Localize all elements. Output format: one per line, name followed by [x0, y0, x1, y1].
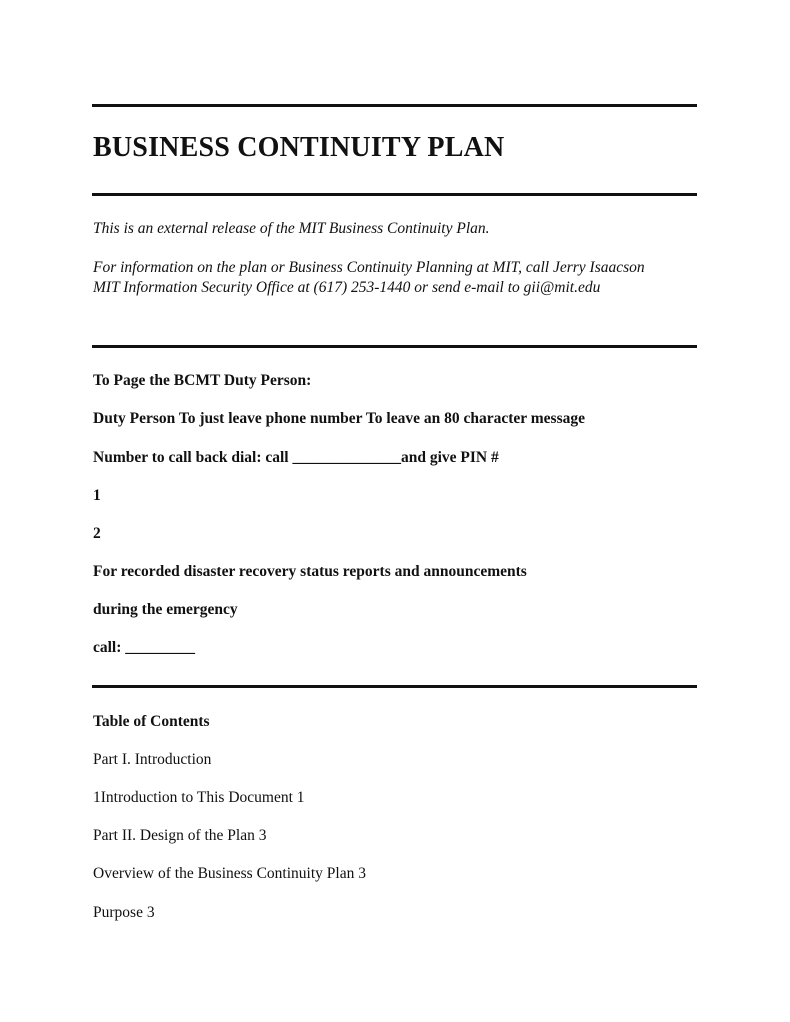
recorded-reports-line: For recorded disaster recovery status reports and announcements	[93, 563, 527, 580]
list-item-2: 2	[93, 525, 101, 542]
info-bottom-rule	[92, 345, 697, 348]
toc-entry[interactable]: 1Introduction to This Document 1	[93, 789, 305, 806]
list-item-1: 1	[93, 487, 101, 504]
callback-line: Number to call back dial: call ______________and give PIN #	[93, 449, 499, 466]
emergency-line: during the emergency	[93, 601, 238, 618]
toc-entry[interactable]: Overview of the Business Continuity Plan 3	[93, 865, 366, 882]
toc-entry[interactable]: Purpose 3	[93, 904, 155, 921]
call-line: call: _________	[93, 639, 196, 656]
top-rule	[92, 104, 697, 107]
contact-info: For information on the plan or Business Continuity Planning at MIT, call Jerry Isaacson MIT Information Security Office at (617) 253-1440 or send e-mail to gii@mit.edu	[93, 259, 645, 296]
release-note: This is an external release of the MIT Business Continuity Plan.	[93, 220, 490, 237]
toc-entry[interactable]: Part I. Introduction	[93, 751, 212, 768]
toc-entry[interactable]: Part II. Design of the Plan 3	[93, 827, 267, 844]
document-title: BUSINESS CONTINUITY PLAN	[93, 132, 505, 163]
duty-person-line: Duty Person To just leave phone number To leave an 80 character message	[93, 410, 585, 427]
toc-heading: Table of Contents	[93, 713, 210, 730]
paging-heading: To Page the BCMT Duty Person:	[93, 372, 312, 389]
title-bottom-rule	[92, 193, 697, 196]
paging-bottom-rule	[92, 685, 697, 688]
